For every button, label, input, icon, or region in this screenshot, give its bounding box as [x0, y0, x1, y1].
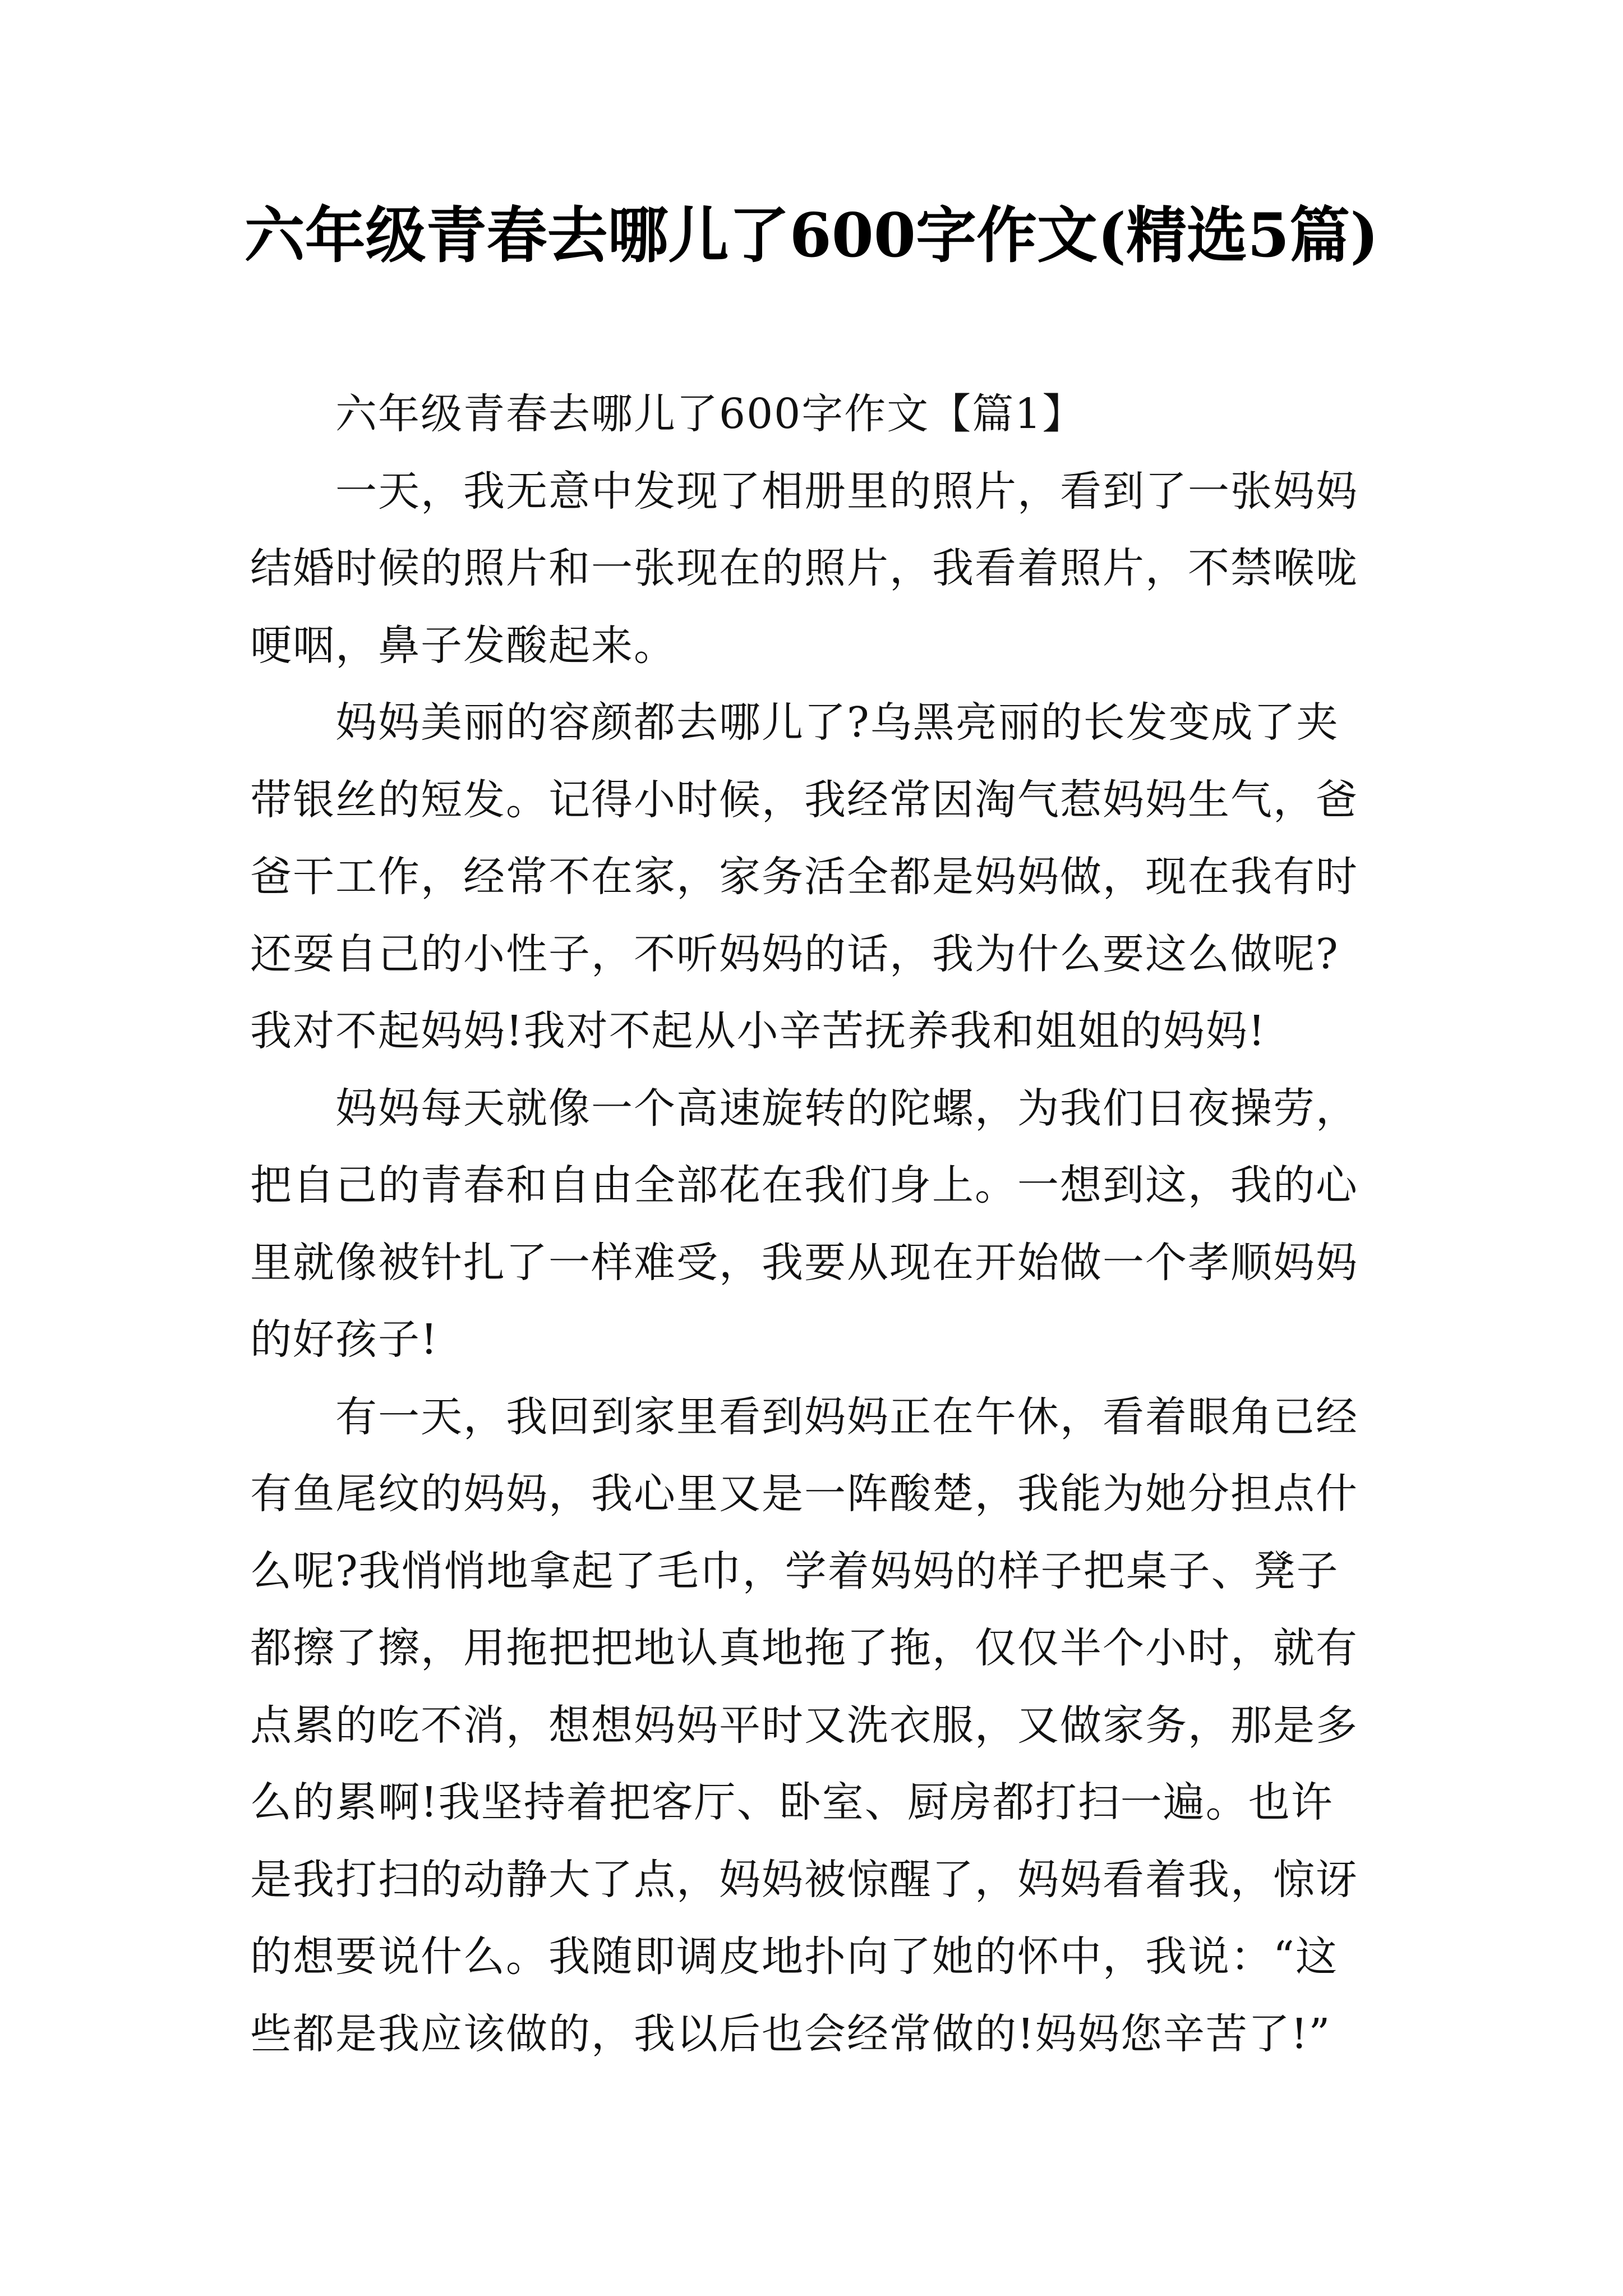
paragraph-line: 么的累啊!我坚持着把客厅、卧室、厨房都打扫一遍。也许 [250, 1778, 1334, 1826]
paragraph-line: 妈妈每天就像一个高速旋转的陀螺，为我们日夜操劳， [335, 1084, 1358, 1133]
paragraph-line: 么呢?我悄悄地拿起了毛巾，学着妈妈的样子把桌子、凳子 [250, 1547, 1339, 1595]
document-body [250, 376, 1394, 2073]
paragraph-line: 是我打扫的动静大了点，妈妈被惊醒了，妈妈看着我，惊讶 [250, 1855, 1358, 1904]
paragraph-line: 把自己的青春和自由全部花在我们身上。一想到这，我的心 [250, 1161, 1358, 1209]
paragraph-line: 的好孩子! [250, 1315, 439, 1364]
paragraph-line: 还耍自己的小性子，不听妈妈的话，我为什么要这么做呢? [250, 930, 1339, 978]
paragraph-line: 有一天，我回到家里看到妈妈正在午休，看着眼角已经 [335, 1392, 1358, 1441]
section-heading: 六年级青春去哪儿了600字作文【篇1】 [335, 390, 1085, 438]
paragraph-line: 一天，我无意中发现了相册里的照片，看到了一张妈妈 [335, 467, 1358, 516]
paragraph-line: 结婚时候的照片和一张现在的照片，我看着照片，不禁喉咙 [250, 544, 1358, 592]
paragraph-line: 点累的吃不消，想想妈妈平时又洗衣服，又做家务，那是多 [250, 1701, 1358, 1750]
paragraph-line: 里就像被针扎了一样难受，我要从现在开始做一个孝顺妈妈 [250, 1238, 1358, 1287]
paragraph-line: 有鱼尾纹的妈妈，我心里又是一阵酸楚，我能为她分担点什 [250, 1470, 1358, 1518]
paragraph-line: 我对不起妈妈!我对不起从小辛苦抚养我和姐姐的妈妈! [250, 1007, 1266, 1055]
paragraph-line: 妈妈美丽的容颜都去哪儿了?乌黑亮丽的长发变成了夹 [335, 698, 1339, 747]
paragraph-line: 都擦了擦，用拖把把地认真地拖了拖，仅仅半个小时，就有 [250, 1624, 1358, 1672]
paragraph-line: 带银丝的短发。记得小时候，我经常因淘气惹妈妈生气，爸 [250, 775, 1358, 824]
paragraph-line: 的想要说什么。我随即调皮地扑向了她的怀中，我说：“这 [250, 1932, 1338, 1981]
document-title: 六年级青春去哪儿了600字作文(精选5篇) [244, 200, 1379, 271]
paragraph-line: 爸干工作，经常不在家，家务活全都是妈妈做，现在我有时 [250, 853, 1358, 901]
paragraph-line: 哽咽，鼻子发酸起来。 [250, 621, 676, 670]
paragraph-line: 些都是我应该做的，我以后也会经常做的!妈妈您辛苦了!” [250, 2009, 1331, 2058]
